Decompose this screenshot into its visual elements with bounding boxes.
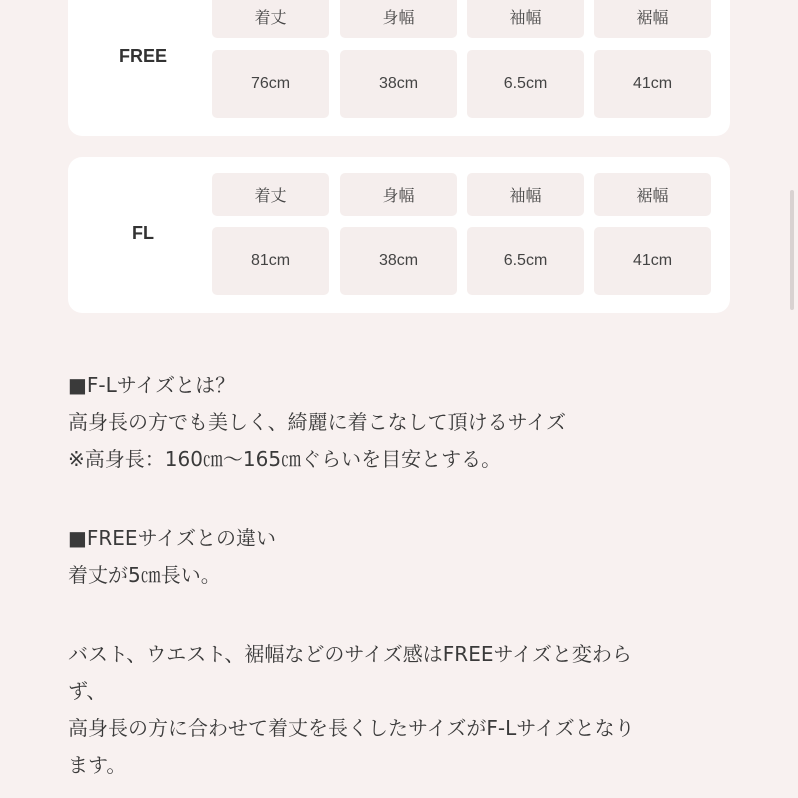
value-length: 81cm [212,227,329,295]
value-length: 76cm [212,50,329,118]
paragraph-line: 高身長の方に合わせて着丈を長くしたサイズがF-Lサイズとなり [68,716,635,740]
value-body-width: 38cm [340,50,457,118]
header-length: 着丈 [212,173,329,216]
header-sleeve-width: 袖幅 [467,173,584,216]
fl-height-guide: ※高身長：160㎝〜165㎝ぐらいを目安とする。 [68,447,502,471]
size-label: FREE [118,46,167,66]
header-length: 着丈 [212,0,329,38]
fl-heading: ■F-Lサイズとは？ [68,373,236,397]
difference-description: 着丈が5㎝長い。 [68,563,221,587]
scrollbar[interactable] [790,190,794,310]
value-hem-width: 41cm [594,227,711,295]
header-sleeve-width: 袖幅 [467,0,584,38]
size-table-free [68,0,730,136]
size-notes [68,367,748,784]
header-hem-width: 裾幅 [594,173,711,216]
size-table-fl [68,157,730,313]
value-body-width: 38cm [340,227,457,295]
paragraph-line: ず、 [68,679,107,703]
size-label: FL [132,223,154,243]
header-body-width: 身幅 [340,173,457,216]
paragraph-line: ます。 [68,753,127,777]
value-hem-width: 41cm [594,50,711,118]
fl-description: 高身長の方でも美しく、綺麗に着こなして頂けるサイズ [68,410,566,434]
header-body-width: 身幅 [340,0,457,38]
value-sleeve-width: 6.5cm [467,50,584,118]
difference-heading: ■FREEサイズとの違い [68,526,276,550]
paragraph-line: バスト、ウエスト、裾幅などのサイズ感はFREEサイズと変わら [68,642,632,666]
header-hem-width: 裾幅 [594,0,711,38]
value-sleeve-width: 6.5cm [467,227,584,295]
